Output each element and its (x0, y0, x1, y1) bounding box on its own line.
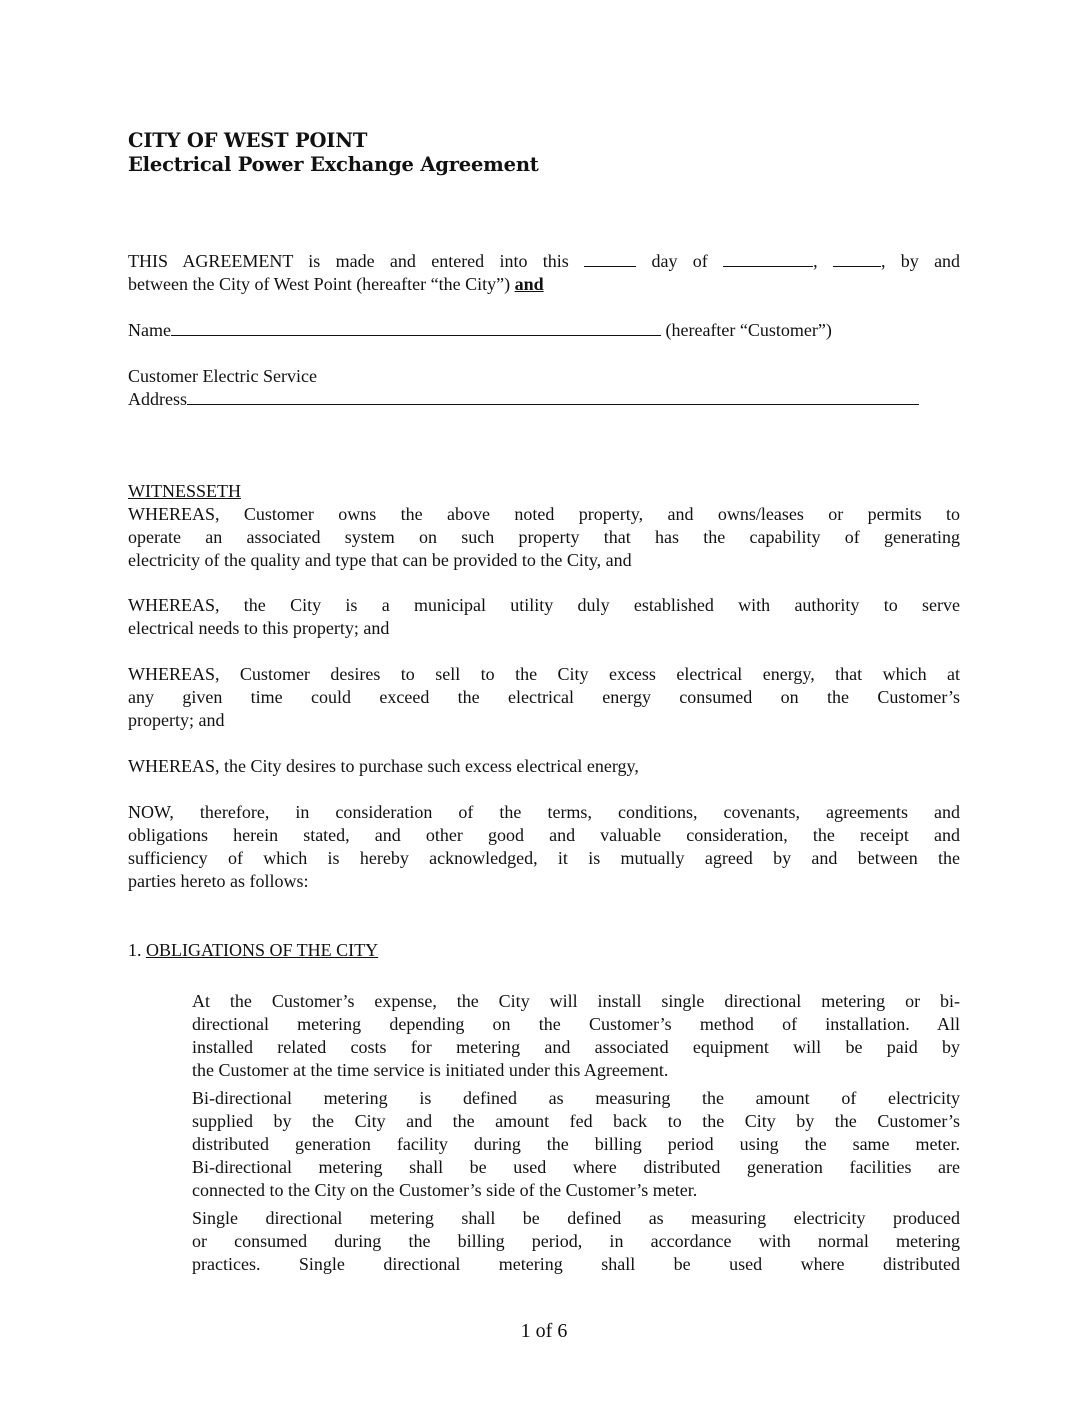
witnesseth-heading (128, 480, 960, 503)
text-line: any given time could exceed the electrical energy consumed on the Customer’s (128, 687, 960, 707)
text-line: NOW, therefore, in consideration of the terms, conditions, covenants, agreements and (128, 802, 960, 822)
name-suffix: (hereafter “Customer”) (665, 320, 832, 340)
intro-text-4: between the City of West Point (hereafter “the City”) (128, 274, 511, 294)
intro-text-3: , by and (880, 251, 961, 271)
text-line: property; and (128, 710, 225, 730)
text-line: Bi-directional metering shall be used where distributed generation facilities are (192, 1157, 960, 1177)
text-line: parties hereto as follows: (128, 871, 309, 891)
intro-text-1: THIS AGREEMENT is made and entered into this (128, 251, 569, 271)
text-line: WHEREAS, Customer desires to sell to the City excess electrical energy, that which at (128, 664, 960, 684)
address-field-row (128, 365, 960, 411)
text-line: electricity of the quality and type that can be provided to the City, and (128, 550, 632, 570)
text-line: installed related costs for metering and associated equipment will be paid by (192, 1037, 960, 1057)
text-line: sufficiency of which is hereby acknowledged, it is mutually agreed by and between the (128, 848, 960, 868)
page-number: 1 of 6 (520, 1320, 568, 1342)
text-line: the Customer at the time service is initiated under this Agreement. (192, 1060, 669, 1080)
month-blank-field[interactable] (723, 252, 813, 267)
text-line: electrical needs to this property; and (128, 618, 390, 638)
text-line: Single directional metering shall be defined as measuring electricity produced (192, 1208, 960, 1228)
now-therefore-paragraph (128, 801, 960, 893)
whereas-paragraph-3 (128, 663, 960, 732)
intro-comma: , (813, 251, 818, 271)
day-blank-field[interactable] (584, 252, 636, 267)
address-label-line1: Customer Electric Service (128, 366, 317, 386)
text-line: distributed generation facility during the billing period using the same meter. (192, 1134, 960, 1154)
address-label: Address (128, 389, 187, 409)
text-line: WHEREAS, the City desires to purchase such excess electrical energy, (128, 756, 639, 776)
text-line: supplied by the City and the amount fed back to the City by the Customer’s (192, 1111, 960, 1131)
text-line: WHEREAS, the City is a municipal utility duly established with authority to serve (128, 595, 960, 615)
text-line: directional metering depending on the Customer’s method of installation. All (192, 1014, 960, 1034)
intro-and-bold: and (514, 274, 544, 294)
header-city: CITY OF WEST POINT (128, 129, 368, 152)
text-line: WHEREAS, Customer owns the above noted property, and owns/leases or permits to (128, 504, 960, 524)
text-line: At the Customer’s expense, the City will install single directional metering or bi- (192, 991, 960, 1011)
section-1-heading (128, 939, 960, 962)
text-line: connected to the City on the Customer’s side of the Customer’s meter. (192, 1180, 698, 1200)
whereas-paragraph-4 (128, 755, 960, 778)
section-number: 1. (128, 940, 142, 960)
text-line: or consumed during the billing period, in accordance with normal metering (192, 1231, 960, 1251)
name-label: Name (128, 320, 171, 340)
section-1-paragraph-1 (192, 990, 960, 1082)
address-blank-field[interactable] (187, 390, 919, 405)
section-1-paragraph-3 (192, 1207, 960, 1276)
text-line: Bi-directional metering is defined as measuring the amount of electricity (192, 1088, 960, 1108)
document-header (128, 129, 539, 177)
name-blank-field[interactable] (171, 321, 661, 336)
text-line: obligations herein stated, and other good and valuable consideration, the receipt and (128, 825, 960, 845)
whereas-paragraph-1 (128, 503, 960, 572)
name-field-row (128, 319, 960, 342)
witnesseth-title: WITNESSETH (128, 481, 241, 501)
section-title: OBLIGATIONS OF THE CITY (146, 940, 379, 960)
year-blank-field[interactable] (833, 252, 881, 267)
whereas-paragraph-2 (128, 594, 960, 640)
text-line: practices. Single directional metering shall be used where distributed (192, 1254, 960, 1274)
header-title: Electrical Power Exchange Agreement (128, 153, 539, 176)
section-1-paragraph-2 (192, 1087, 960, 1202)
text-line: operate an associated system on such property that has the capability of generating (128, 527, 960, 547)
intro-text-2: day of (651, 251, 708, 271)
intro-paragraph (128, 250, 960, 296)
